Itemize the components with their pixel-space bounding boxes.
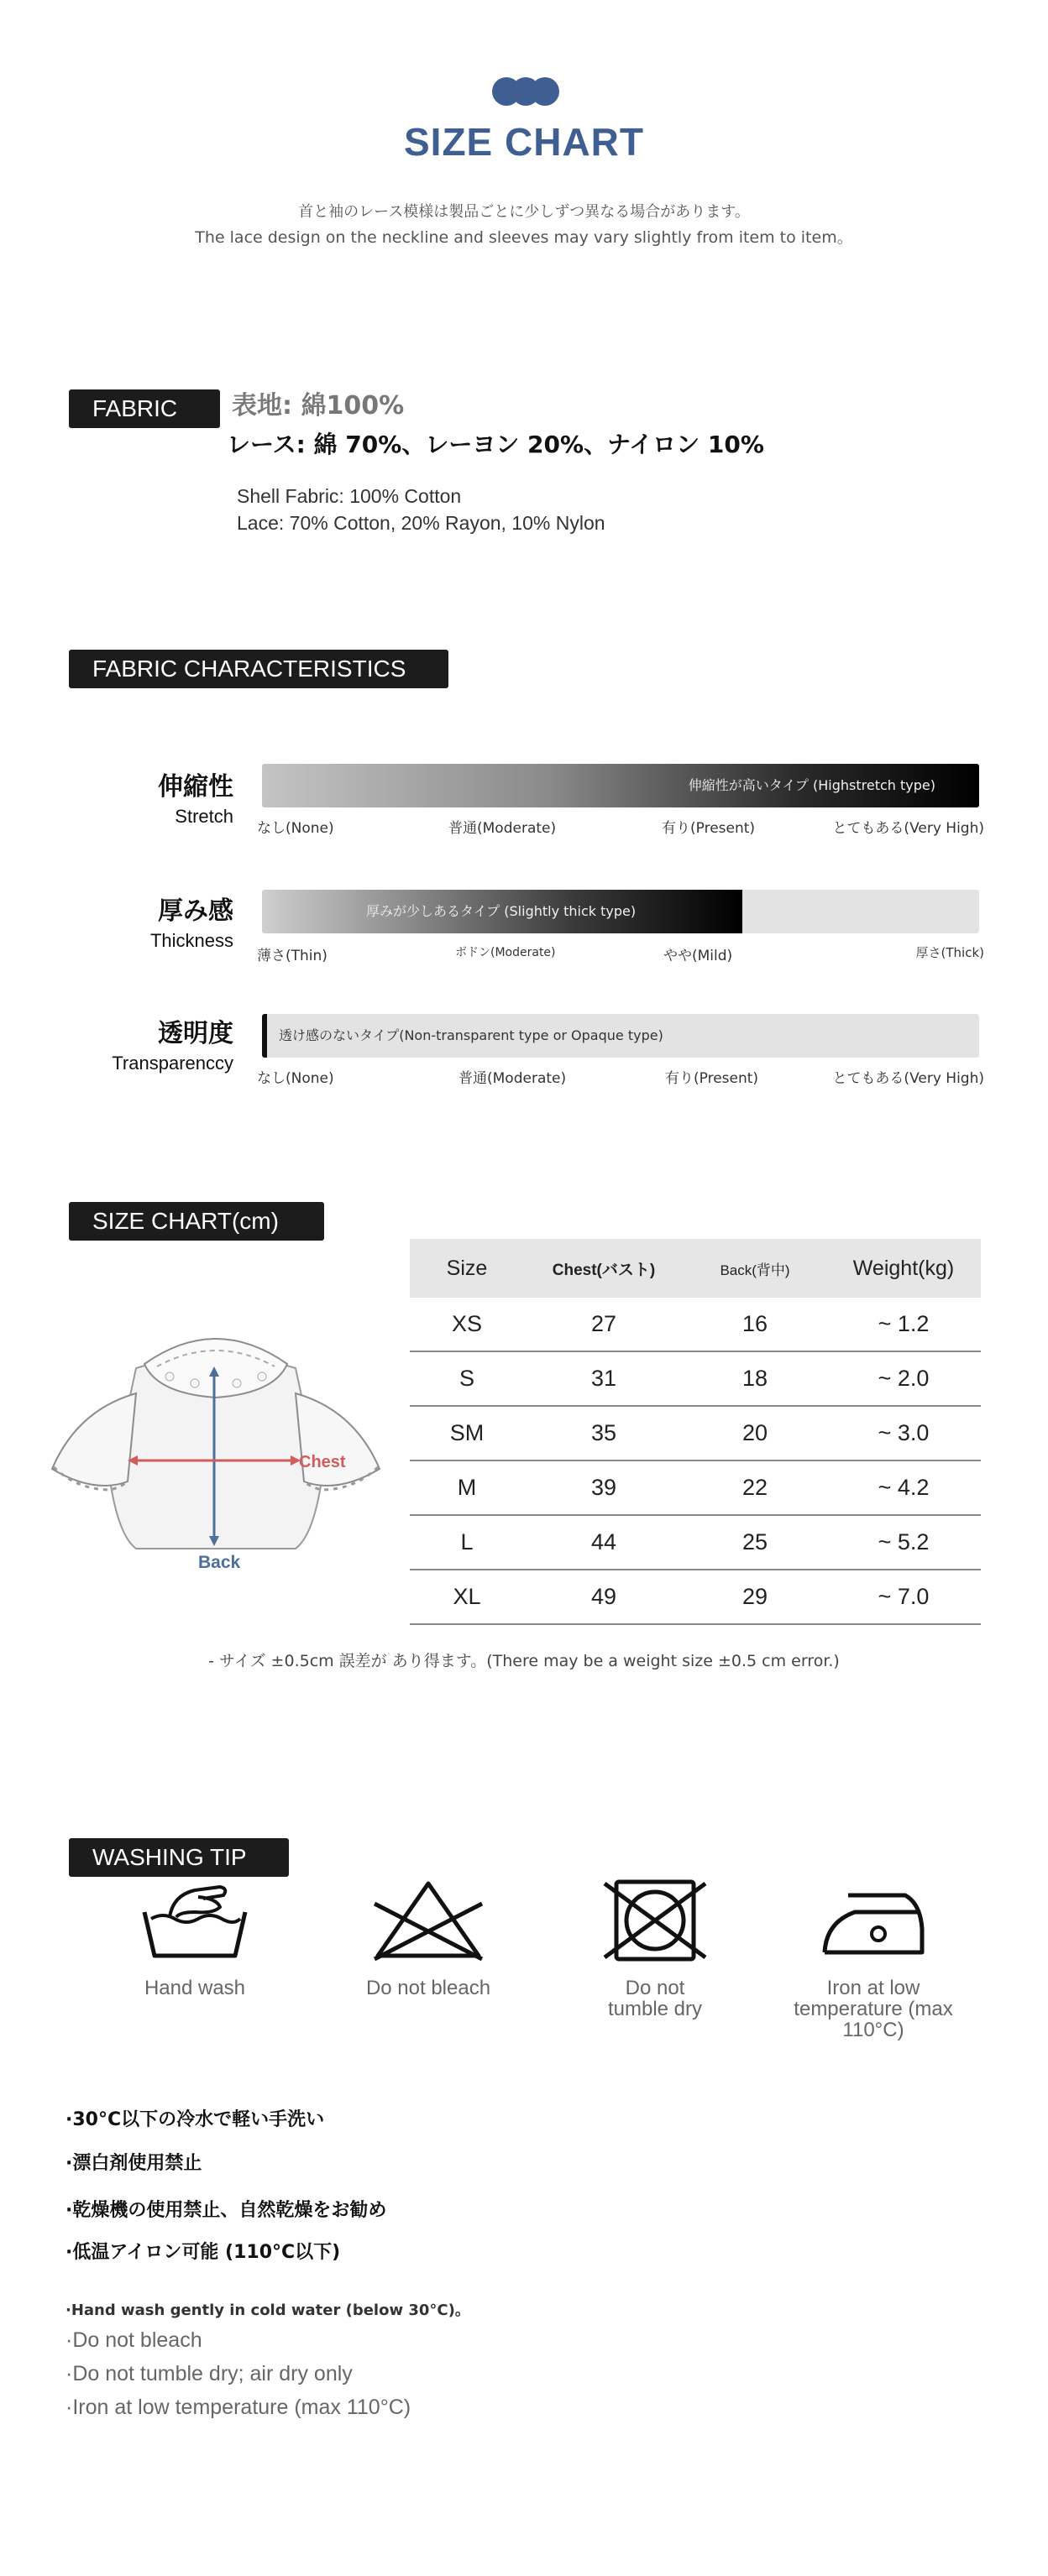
fabric-lace-en: Lace: 70% Cotton, 20% Rayon, 10% Nylon xyxy=(237,512,605,534)
stretch-scale-3: とてもある(Very High) xyxy=(832,820,984,837)
stretch-scale-2: 有り(Present) xyxy=(662,820,756,837)
page-title: SIZE CHART xyxy=(404,120,644,164)
thickness-scale-2: やや(Mild) xyxy=(663,948,733,964)
cell-size: XL xyxy=(453,1584,481,1609)
fabric-lace-jp: レース: 綿 70%、レーヨン 20%、ナイロン 10% xyxy=(227,431,764,458)
wash-item-no-bleach xyxy=(328,1878,529,1999)
cell-chest: 44 xyxy=(590,1529,617,1554)
cell-back: 16 xyxy=(741,1311,768,1336)
no-bleach-caption xyxy=(328,1978,529,1999)
iron-low-caption-line1: Iron at low xyxy=(826,1977,920,1999)
fabric-shell-en: Shell Fabric: 100% Cotton xyxy=(237,485,462,507)
tip-jp-2: ·漂白剤使用禁止 xyxy=(66,2153,202,2174)
header-size: Size xyxy=(446,1256,488,1280)
no-bleach-icon xyxy=(369,1878,487,1962)
stretch-scale-0: なし(None) xyxy=(257,820,334,837)
table-row xyxy=(410,1352,981,1407)
table-row xyxy=(410,1516,981,1570)
notice-jp: 首と袖のレース模様は製品ごとに少しずつ異なる場合があります。 xyxy=(298,203,750,221)
stretch-bar xyxy=(262,764,979,807)
wash-item-hand-wash xyxy=(94,1878,296,1999)
hand-wash-caption xyxy=(94,1978,296,1999)
thickness-scale-0: 薄さ(Thin) xyxy=(257,948,328,964)
transparency-bar xyxy=(262,1014,979,1058)
thickness-scale xyxy=(257,943,984,964)
no-tumble-dry-caption-line1: Do not xyxy=(625,1977,685,1999)
hand-wash-icon xyxy=(136,1878,254,1962)
no-tumble-dry-caption-line2: tumble dry xyxy=(607,1998,703,2020)
transparency-scale xyxy=(257,1066,984,1086)
iron-low-icon xyxy=(815,1878,932,1962)
hand-wash-caption-line1: Hand wash xyxy=(144,1977,246,1999)
size-table xyxy=(410,1239,981,1625)
back-label: Back xyxy=(198,1553,241,1572)
cell-weight: ~ 1.2 xyxy=(878,1311,930,1336)
stretch-scale-1: 普通(Moderate) xyxy=(448,820,557,837)
cell-back: 25 xyxy=(741,1529,768,1554)
header-chest: Chest(バスト) xyxy=(552,1261,656,1279)
iron-low-caption xyxy=(773,1978,974,2040)
transparency-scale-0: なし(None) xyxy=(257,1070,334,1087)
cell-size: XS xyxy=(451,1311,483,1336)
stretch-scale xyxy=(257,816,984,836)
cell-back: 29 xyxy=(741,1584,768,1609)
wash-item-no-tumble-dry xyxy=(554,1878,756,2020)
transparency-name-en: Transparenccy xyxy=(112,1053,233,1074)
tip-en-1: ·Hand wash gently in cold water (below 30°C)。 xyxy=(66,2302,470,2319)
tip-jp-4: ·低温アイロン可能 (110°C以下) xyxy=(66,2242,341,2263)
transparency-scale-3: とてもある(Very High) xyxy=(832,1070,984,1087)
no-tumble-dry-icon xyxy=(596,1878,714,1962)
fabric-label: FABRIC xyxy=(69,389,220,428)
notice-en: The lace design on the neckline and sleeves may vary slightly from item to item。 xyxy=(195,228,853,247)
no-tumble-dry-caption xyxy=(554,1978,756,2020)
transparency-name-jp: 透明度 xyxy=(158,1019,233,1048)
cell-back: 22 xyxy=(741,1475,768,1500)
cell-size: M xyxy=(457,1475,477,1500)
cell-chest: 35 xyxy=(590,1420,617,1445)
stretch-name-en: Stretch xyxy=(175,806,233,827)
table-row xyxy=(410,1298,981,1352)
size-error-note: - サイズ ±0.5cm 誤差が あり得ます。(There may be a weight size ±0.5 cm error.) xyxy=(208,1652,840,1670)
tip-jp-3: ·乾燥機の使用禁止、自然乾燥をお勧め xyxy=(66,2200,387,2221)
thickness-name-en: Thickness xyxy=(149,930,233,951)
header-dots xyxy=(492,77,559,106)
cell-weight: ~ 4.2 xyxy=(878,1475,930,1500)
transparency-bar-text: 透け感のないタイプ(Non-transparent type or Opaque type) xyxy=(279,1027,663,1043)
cell-chest: 49 xyxy=(590,1584,617,1609)
cell-size: L xyxy=(460,1529,474,1554)
thickness-scale-1: ボドン(Moderate) xyxy=(455,946,556,959)
cell-size: S xyxy=(458,1366,474,1391)
size-chart-label: SIZE CHART(cm) xyxy=(69,1202,324,1241)
no-bleach-caption-line1: Do not bleach xyxy=(365,1977,491,1999)
transparency-bar-marker xyxy=(262,1014,267,1058)
cell-back: 20 xyxy=(741,1420,768,1445)
tip-en-3: ·Do not tumble dry; air dry only xyxy=(66,2362,353,2385)
cell-back: 18 xyxy=(741,1366,768,1391)
thickness-bar-text: 厚みが少しあるタイプ (Slightly thick type) xyxy=(366,903,637,919)
cell-chest: 27 xyxy=(590,1311,617,1336)
cell-size: SM xyxy=(449,1420,485,1445)
garment-illustration xyxy=(44,1318,388,1578)
thickness-bar xyxy=(262,890,979,933)
table-row xyxy=(410,1461,981,1516)
size-table-header xyxy=(410,1239,981,1298)
header-weight: Weight(kg) xyxy=(852,1256,955,1280)
cell-weight: ~ 7.0 xyxy=(878,1584,930,1609)
tip-jp-1: ·30°C以下の冷水で軽い手洗い xyxy=(66,2109,325,2130)
characteristics-label: FABRIC CHARACTERISTICS xyxy=(69,650,448,688)
tip-en-4: ·Iron at low temperature (max 110°C) xyxy=(66,2396,411,2419)
stretch-bar-text: 伸縮性が高いタイプ (Highstretch type) xyxy=(688,777,935,793)
table-row xyxy=(410,1570,981,1625)
cell-weight: ~ 5.2 xyxy=(878,1529,930,1554)
washing-label: WASHING TIP xyxy=(69,1838,289,1877)
chest-label: Chest xyxy=(299,1453,346,1471)
fabric-shell-jp: 表地: 綿100% xyxy=(232,391,405,421)
thickness-name-jp: 厚み感 xyxy=(158,896,233,926)
transparency-scale-2: 有り(Present) xyxy=(665,1070,759,1087)
cell-chest: 31 xyxy=(590,1366,617,1391)
iron-low-caption-line2: temperature (max 110°C) xyxy=(794,1998,953,2041)
cell-weight: ~ 3.0 xyxy=(878,1420,930,1445)
tip-en-2: ·Do not bleach xyxy=(66,2328,202,2352)
transparency-scale-1: 普通(Moderate) xyxy=(458,1070,567,1087)
wash-item-iron-low xyxy=(773,1878,974,2040)
header-back: Back(背中) xyxy=(720,1262,790,1278)
cell-chest: 39 xyxy=(590,1475,617,1500)
table-row xyxy=(410,1407,981,1461)
thickness-scale-3: 厚さ(Thick) xyxy=(915,945,984,960)
cell-weight: ~ 2.0 xyxy=(878,1366,930,1391)
stretch-name-jp: 伸縮性 xyxy=(158,772,233,802)
